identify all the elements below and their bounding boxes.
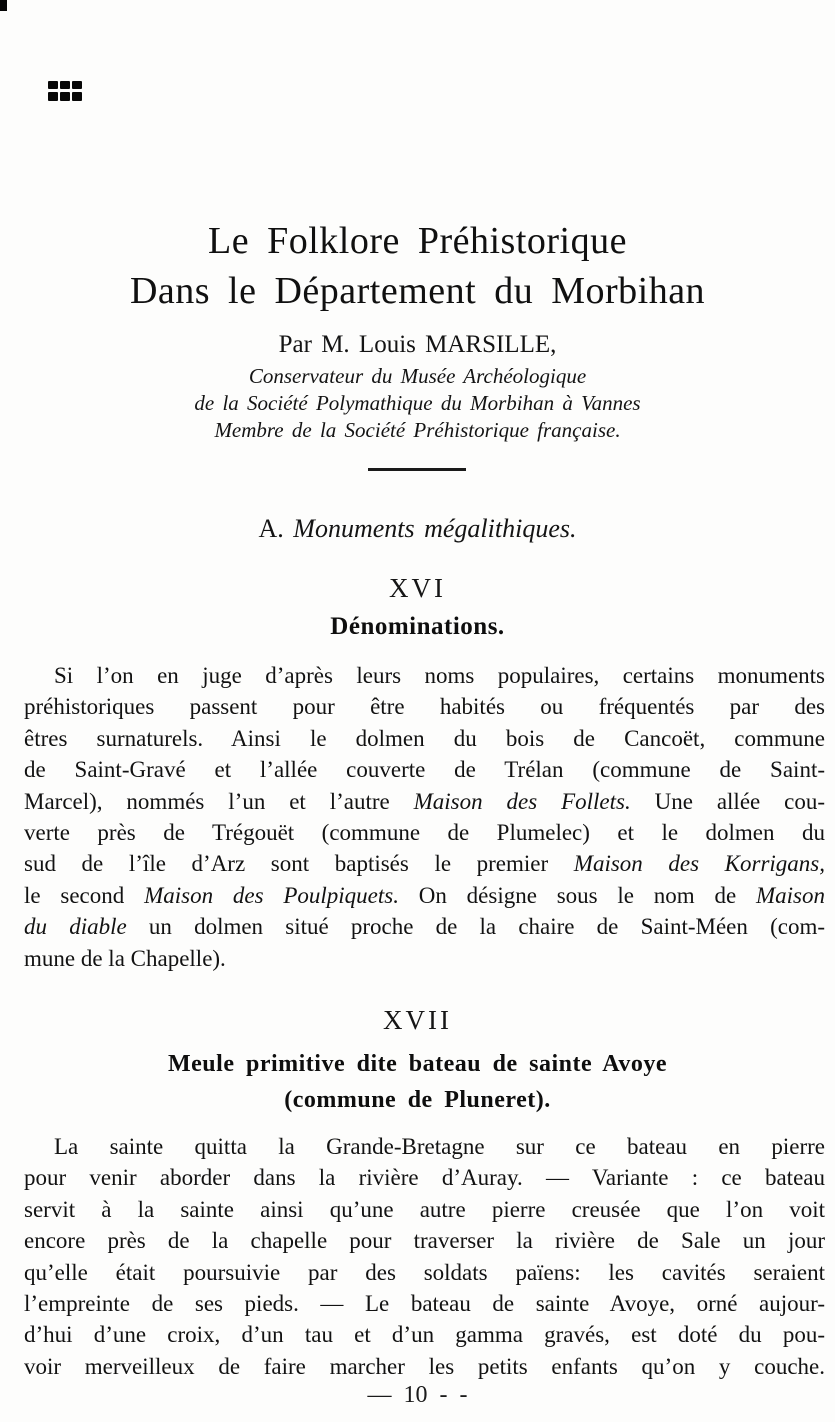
- text-line: Marcel), nommés l’un et l’autre Maison des Follets. Une allée cou-: [24, 788, 826, 814]
- page-title-line1: Le Folklore Préhistorique: [208, 220, 627, 262]
- text-line: de Saint-Gravé et l’allée couverte de Trélan (commune de Saint-: [24, 757, 825, 783]
- text-line: voir merveilleux de faire marcher les petits enfants qu’on y couche.: [24, 1353, 825, 1379]
- stamp-square: [48, 81, 58, 89]
- text-line: le second Maison des Poulpiquets. On désigne sous le nom de Maison: [24, 882, 825, 908]
- section-xvii-heading: [0, 1046, 835, 1118]
- section-xvii-heading-line2: (commune de Pluneret).: [284, 1087, 551, 1113]
- section-a-label: A.: [258, 514, 284, 543]
- section-xvi-numeral: XVI: [389, 573, 446, 603]
- section-xvii-heading-line1: Meule primitive dite bateau de sainte Avoye: [168, 1051, 667, 1077]
- author-affiliations: [0, 363, 835, 444]
- separator-rule: [368, 468, 466, 471]
- author-byline: Par M. Louis MARSILLE,: [278, 331, 557, 358]
- affiliation-line: Membre de la Société Préhistorique française.: [214, 418, 621, 442]
- text-line: du diable un dolmen situé proche de la chaire de Saint-Méen (com-: [24, 914, 825, 940]
- section-xvii-numeral: XVII: [383, 1005, 452, 1035]
- paragraph-xvii: [24, 1131, 825, 1382]
- text-line: l’empreinte de ses pieds. — Le bateau de sainte Avoye, orné aujour-: [24, 1291, 825, 1317]
- paragraph-xvi: [24, 660, 825, 974]
- text-line: La sainte quitta la Grande-Bretagne sur ce bateau en pierre: [54, 1134, 825, 1159]
- text-line: qu’elle était poursuivie par des soldats païens: les cavités seraient: [24, 1259, 825, 1285]
- text-line: mune de la Chapelle).: [24, 945, 226, 971]
- stamp-square: [60, 92, 70, 101]
- section-a-title: Monuments mégalithiques.: [293, 514, 577, 543]
- section-xvi-heading: Dénominations.: [330, 613, 505, 640]
- stamp-square: [72, 92, 82, 101]
- page-title-line2: Dans le Département du Morbihan: [129, 270, 706, 312]
- text-line: sud de l’île d’Arz sont baptisés le premier Maison des Korrigans,: [24, 851, 825, 877]
- text-line: êtres surnaturels. Ainsi le dolmen du bois de Cancoët, commune: [24, 725, 825, 751]
- scan-artifact-corner-mark: [0, 0, 7, 11]
- page-title: [0, 216, 835, 316]
- text-line: servit à la sainte ainsi qu’une autre pierre creusée que l’on voit: [24, 1196, 825, 1222]
- stamp-square: [60, 81, 70, 89]
- affiliation-line: de la Société Polymathique du Morbihan à Vannes: [194, 391, 641, 415]
- text-line: encore près de la chapelle pour traverser la rivière de Sale un jour: [24, 1228, 825, 1254]
- text-line: pour venir aborder dans la rivière d’Auray. — Variante : ce bateau: [24, 1165, 825, 1191]
- text-line: verte près de Trégouët (commune de Plumelec) et le dolmen du: [24, 820, 825, 846]
- six-square-stamp-icon: [48, 81, 82, 101]
- text-line: Si l’on en juge d’après leurs noms populaires, certains monuments: [54, 663, 825, 688]
- stamp-square: [72, 81, 82, 89]
- text-line: d’hui d’une croix, d’un tau et d’un gamma gravés, est doté du pou-: [24, 1322, 825, 1348]
- section-a-heading: [0, 514, 835, 544]
- affiliation-line: Conservateur du Musée Archéologique: [248, 364, 587, 388]
- stamp-square: [48, 92, 58, 101]
- page-number: — 10 - -: [367, 1382, 468, 1408]
- text-line: préhistoriques passent pour être habités ou fréquentés par des: [24, 694, 825, 720]
